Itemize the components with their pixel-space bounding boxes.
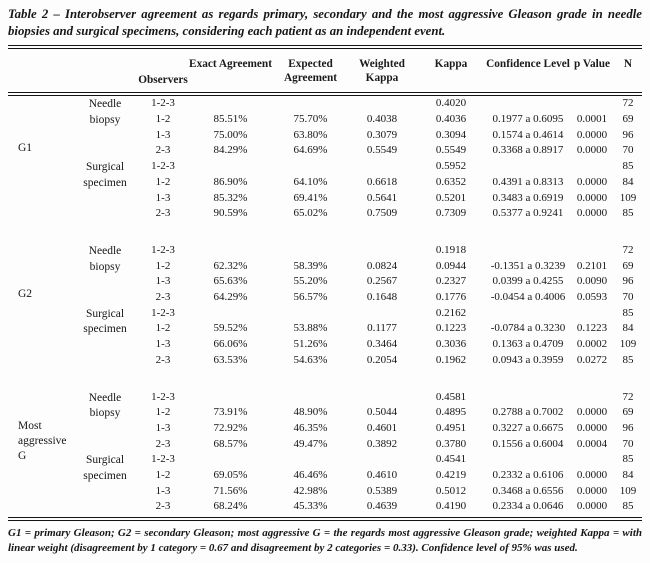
cell-observers: 1-2 <box>155 112 171 125</box>
cell-p <box>570 390 614 406</box>
cell-p <box>570 243 614 259</box>
cell-exact: 68.24% <box>213 500 248 513</box>
cell-wkappa: 0.1177 <box>367 322 397 335</box>
specimen-label: Surgical specimen <box>83 454 127 483</box>
table-footnote: G1 = primary Gleason; G2 = secondary Gleason; most aggressive G = the regards most aggressive Gleason grade; weighted Kappa = with linear weight (disagreement by 1 category = 0.67 and disagreement by 2 categories = 0.33). Confidence level of 95% was used. <box>8 527 642 554</box>
cell-expected: 42.98% <box>293 484 328 497</box>
cell-n: 96 <box>622 128 634 141</box>
cell-ci: 0.4391 a 0.8313 <box>492 175 564 188</box>
cell-observers: 1-3 <box>155 128 171 141</box>
cell-kappa: 0.5952 <box>435 160 467 173</box>
cell-observers: 1-2 <box>155 175 171 188</box>
table-row <box>8 94 642 112</box>
cell-exact: 72.92% <box>213 421 248 434</box>
cell-n: 85 <box>622 353 634 366</box>
cell-ci: 0.2788 a 0.7002 <box>492 406 564 419</box>
cell-n: 72 <box>622 97 634 110</box>
cell-exact: 85.32% <box>213 191 248 204</box>
cell-p: 0.0000 <box>576 421 608 434</box>
cell-ci: 0.2332 a 0.6106 <box>492 469 564 482</box>
cell-expected: 56.57% <box>293 291 328 304</box>
cell-kappa: 0.1918 <box>435 243 467 256</box>
cell-p: 0.0001 <box>576 112 608 125</box>
cell-wkappa: 0.3892 <box>366 437 398 450</box>
cell-kappa: 0.5549 <box>435 144 467 157</box>
cell-observers: 1-2-3 <box>151 453 175 466</box>
cell-exact <box>188 94 273 112</box>
group-label: G2 <box>18 288 33 301</box>
cell-wkappa: 0.4610 <box>366 469 398 482</box>
cell-ci: 0.5377 a 0.9241 <box>492 207 564 220</box>
cell-wkappa: 0.2054 <box>366 353 398 366</box>
cell-n: 69 <box>622 112 634 125</box>
col-header-kappa: Kappa <box>434 58 468 71</box>
cell-wkappa: 0.6618 <box>366 175 398 188</box>
cell-ci <box>486 306 570 322</box>
table-row <box>8 306 642 322</box>
cell-p <box>570 159 614 175</box>
cell-expected: 51.26% <box>293 338 328 351</box>
cell-expected: 53.88% <box>293 322 328 335</box>
cell-observers: 2-3 <box>155 437 171 450</box>
cell-expected: 64.10% <box>293 175 328 188</box>
cell-expected: 49.47% <box>293 437 328 450</box>
cell-ci: -0.0454 a 0.4006 <box>490 291 566 304</box>
col-header-exact-agreement: Exact Agreement <box>189 58 272 71</box>
cell-ci <box>486 94 570 112</box>
cell-exact: 84.29% <box>213 144 248 157</box>
cell-observers: 1-3 <box>155 338 171 351</box>
cell-kappa: 0.6352 <box>435 175 467 188</box>
cell-n: 84 <box>622 322 634 335</box>
cell-observers: 1-2-3 <box>151 160 175 173</box>
cell-expected <box>273 159 348 175</box>
cell-exact: 86.90% <box>213 175 248 188</box>
cell-observers: 1-2-3 <box>151 390 175 403</box>
cell-n: 85 <box>622 453 634 466</box>
cell-wkappa: 0.5389 <box>366 484 398 497</box>
cell-ci: 0.3368 a 0.8917 <box>492 144 564 157</box>
cell-exact: 66.06% <box>213 338 248 351</box>
col-header-expected-agreement: Expected Agreement <box>283 58 338 84</box>
col-header-n: N <box>623 58 633 71</box>
cell-n: 109 <box>619 191 637 204</box>
table-row <box>8 390 642 406</box>
cell-n: 84 <box>622 175 634 188</box>
cell-wkappa: 0.5549 <box>366 144 398 157</box>
cell-expected: 48.90% <box>293 406 328 419</box>
cell-wkappa <box>348 243 416 259</box>
cell-ci: 0.2334 a 0.0646 <box>492 500 564 513</box>
cell-n: 109 <box>619 484 637 497</box>
header-row <box>8 49 642 94</box>
group-label: Most aggressive G <box>18 419 67 462</box>
cell-exact <box>188 159 273 175</box>
cell-observers: 1-2-3 <box>151 243 175 256</box>
cell-n: 72 <box>622 243 634 256</box>
cell-p: 0.0000 <box>576 406 608 419</box>
cell-p: 0.0000 <box>576 207 608 220</box>
cell-p: 0.0090 <box>576 275 608 288</box>
cell-p <box>570 94 614 112</box>
col-header-weighted-kappa: Weighted Kappa <box>359 58 405 84</box>
cell-kappa: 0.4020 <box>435 97 467 110</box>
cell-exact: 90.59% <box>213 207 248 220</box>
cell-wkappa <box>348 94 416 112</box>
cell-ci: 0.3483 a 0.6919 <box>492 191 564 204</box>
cell-wkappa <box>348 452 416 468</box>
cell-kappa: 0.5201 <box>435 191 467 204</box>
table-row <box>8 159 642 175</box>
cell-observers: 2-3 <box>155 207 171 220</box>
cell-observers: 1-2 <box>155 469 171 482</box>
section-spacer-cell <box>8 369 642 390</box>
cell-n: 85 <box>622 500 634 513</box>
cell-ci: 0.0399 a 0.4255 <box>492 275 564 288</box>
cell-p: 0.0000 <box>576 144 608 157</box>
cell-wkappa: 0.3464 <box>366 338 398 351</box>
cell-observers: 2-3 <box>155 353 171 366</box>
cell-ci <box>486 390 570 406</box>
table-row <box>8 243 642 259</box>
cell-ci: 0.1574 a 0.4614 <box>492 128 564 141</box>
cell-exact: 73.91% <box>213 406 248 419</box>
cell-p: 0.0000 <box>576 191 608 204</box>
cell-wkappa: 0.1648 <box>366 291 398 304</box>
cell-ci <box>486 243 570 259</box>
specimen-label: Needle biopsy <box>88 244 122 273</box>
cell-exact: 64.29% <box>213 291 248 304</box>
specimen-label: Surgical specimen <box>83 161 127 189</box>
cell-expected: 45.33% <box>293 500 328 513</box>
col-header-observers: Observers <box>138 73 188 86</box>
section-spacer <box>8 222 642 243</box>
cell-exact: 65.63% <box>213 275 248 288</box>
table-row <box>8 452 642 468</box>
cell-ci: 0.1556 a 0.6004 <box>492 437 564 450</box>
cell-n: 84 <box>622 469 634 482</box>
cell-wkappa: 0.5044 <box>366 406 398 419</box>
cell-n: 85 <box>622 160 634 173</box>
cell-wkappa: 0.3079 <box>366 128 398 141</box>
cell-kappa: 0.4895 <box>435 406 467 419</box>
cell-expected: 55.20% <box>293 275 328 288</box>
cell-wkappa: 0.4639 <box>366 500 398 513</box>
cell-kappa: 0.4541 <box>435 453 467 466</box>
cell-expected <box>273 306 348 322</box>
cell-ci: 0.1363 a 0.4709 <box>492 338 564 351</box>
cell-kappa: 0.3094 <box>435 128 467 141</box>
cell-observers: 2-3 <box>155 500 171 513</box>
cell-expected <box>273 94 348 112</box>
cell-n: 70 <box>622 437 634 450</box>
cell-expected <box>273 243 348 259</box>
cell-expected: 69.41% <box>293 191 328 204</box>
cell-wkappa <box>348 306 416 322</box>
cell-wkappa: 0.0824 <box>366 259 398 272</box>
cell-kappa: 0.1776 <box>435 291 467 304</box>
cell-ci <box>486 452 570 468</box>
table-body <box>8 94 642 515</box>
cell-ci: 0.3227 a 0.6675 <box>492 421 564 434</box>
cell-expected: 46.35% <box>293 421 328 434</box>
cell-wkappa: 0.2567 <box>366 275 398 288</box>
cell-n: 70 <box>622 291 634 304</box>
cell-wkappa: 0.7509 <box>366 207 398 220</box>
cell-observers: 1-2 <box>155 406 171 419</box>
cell-kappa: 0.4951 <box>435 421 467 434</box>
cell-kappa: 0.4581 <box>435 390 467 403</box>
section-spacer <box>8 369 642 390</box>
cell-kappa: 0.5012 <box>435 484 467 497</box>
cell-exact: 71.56% <box>213 484 248 497</box>
cell-exact: 62.32% <box>213 259 248 272</box>
cell-kappa: 0.4036 <box>435 112 467 125</box>
cell-exact: 59.52% <box>213 322 248 335</box>
cell-expected: 65.02% <box>293 207 328 220</box>
cell-ci: 0.1977 a 0.6095 <box>492 112 564 125</box>
cell-exact: 75.00% <box>213 128 248 141</box>
cell-ci: 0.0943 a 0.3959 <box>492 353 564 366</box>
specimen-label: Needle biopsy <box>88 391 122 420</box>
col-header-group-spacer <box>8 49 72 94</box>
cell-expected: 46.46% <box>293 469 328 482</box>
section-spacer-cell <box>8 222 642 243</box>
cell-p: 0.2101 <box>576 259 608 272</box>
cell-n: 109 <box>619 338 637 351</box>
specimen-label: Surgical specimen <box>83 307 127 336</box>
table-number: Table 2 <box>8 7 49 21</box>
cell-p <box>570 452 614 468</box>
cell-kappa: 0.4190 <box>435 500 467 513</box>
cell-observers: 2-3 <box>155 291 171 304</box>
cell-exact <box>188 390 273 406</box>
cell-kappa: 0.7309 <box>435 207 467 220</box>
cell-kappa: 0.3036 <box>435 338 467 351</box>
cell-p: 0.1223 <box>576 322 608 335</box>
cell-observers: 1-3 <box>155 275 171 288</box>
cell-n: 96 <box>622 421 634 434</box>
cell-ci: -0.1351 a 0.3239 <box>490 259 566 272</box>
col-header-confidence-level: Confidence Level <box>486 58 570 71</box>
cell-exact: 69.05% <box>213 469 248 482</box>
cell-p: 0.0000 <box>576 484 608 497</box>
cell-n: 85 <box>622 306 634 319</box>
cell-p: 0.0000 <box>576 500 608 513</box>
cell-exact <box>188 452 273 468</box>
cell-kappa: 0.2162 <box>435 306 467 319</box>
cell-observers: 1-3 <box>155 421 171 434</box>
cell-observers: 1-2 <box>155 322 171 335</box>
cell-p: 0.0000 <box>576 175 608 188</box>
cell-n: 72 <box>622 390 634 403</box>
cell-p: 0.0004 <box>576 437 608 450</box>
cell-p: 0.0000 <box>576 128 608 141</box>
cell-n: 69 <box>622 406 634 419</box>
cell-observers: 1-3 <box>155 484 171 497</box>
cell-exact: 63.53% <box>213 353 248 366</box>
cell-exact <box>188 306 273 322</box>
agreement-table <box>8 49 642 515</box>
cell-kappa: 0.2327 <box>435 275 467 288</box>
cell-wkappa: 0.4601 <box>366 421 398 434</box>
cell-p: 0.0002 <box>576 338 608 351</box>
table-title <box>8 6 642 40</box>
group-label: G1 <box>18 141 33 154</box>
cell-expected: 64.69% <box>293 144 328 157</box>
cell-ci: 0.3468 a 0.6556 <box>492 484 564 497</box>
cell-p: 0.0000 <box>576 469 608 482</box>
cell-observers: 1-2-3 <box>151 97 175 110</box>
cell-wkappa <box>348 390 416 406</box>
cell-kappa: 0.1223 <box>435 322 467 335</box>
cell-p <box>570 306 614 322</box>
cell-ci <box>486 159 570 175</box>
cell-n: 70 <box>622 144 634 157</box>
cell-kappa: 0.0944 <box>435 259 467 272</box>
cell-n: 85 <box>622 207 634 220</box>
cell-expected <box>273 390 348 406</box>
specimen-label: Needle biopsy <box>88 98 122 126</box>
table-caption: – Interobserver agreement as regards primary, secondary and the most aggressive Gleason grade in needle biopsies and surgical specimens, considering each patient as an independent event. <box>8 7 642 39</box>
cell-kappa: 0.3780 <box>435 437 467 450</box>
cell-observers: 1-3 <box>155 191 171 204</box>
cell-kappa: 0.1962 <box>435 353 467 366</box>
cell-exact <box>188 243 273 259</box>
col-header-specimen-spacer <box>72 49 138 94</box>
cell-p: 0.0593 <box>576 291 608 304</box>
cell-observers: 1-2 <box>155 259 171 272</box>
cell-ci: -0.0784 a 0.3230 <box>490 322 566 335</box>
cell-n: 96 <box>622 275 634 288</box>
cell-n: 69 <box>622 259 634 272</box>
cell-exact: 85.51% <box>213 112 248 125</box>
cell-kappa: 0.4219 <box>435 469 467 482</box>
cell-wkappa: 0.5641 <box>366 191 398 204</box>
cell-expected: 63.80% <box>293 128 328 141</box>
cell-observers: 2-3 <box>155 144 171 157</box>
cell-wkappa: 0.4038 <box>366 112 398 125</box>
cell-expected <box>273 452 348 468</box>
cell-exact: 68.57% <box>213 437 248 450</box>
cell-p: 0.0272 <box>576 353 608 366</box>
cell-expected: 75.70% <box>293 112 328 125</box>
cell-expected: 54.63% <box>293 353 328 366</box>
cell-expected: 58.39% <box>293 259 328 272</box>
col-header-p-value: p Value <box>573 58 611 71</box>
table-header <box>8 49 642 94</box>
cell-wkappa <box>348 159 416 175</box>
cell-observers: 1-2-3 <box>151 306 175 319</box>
